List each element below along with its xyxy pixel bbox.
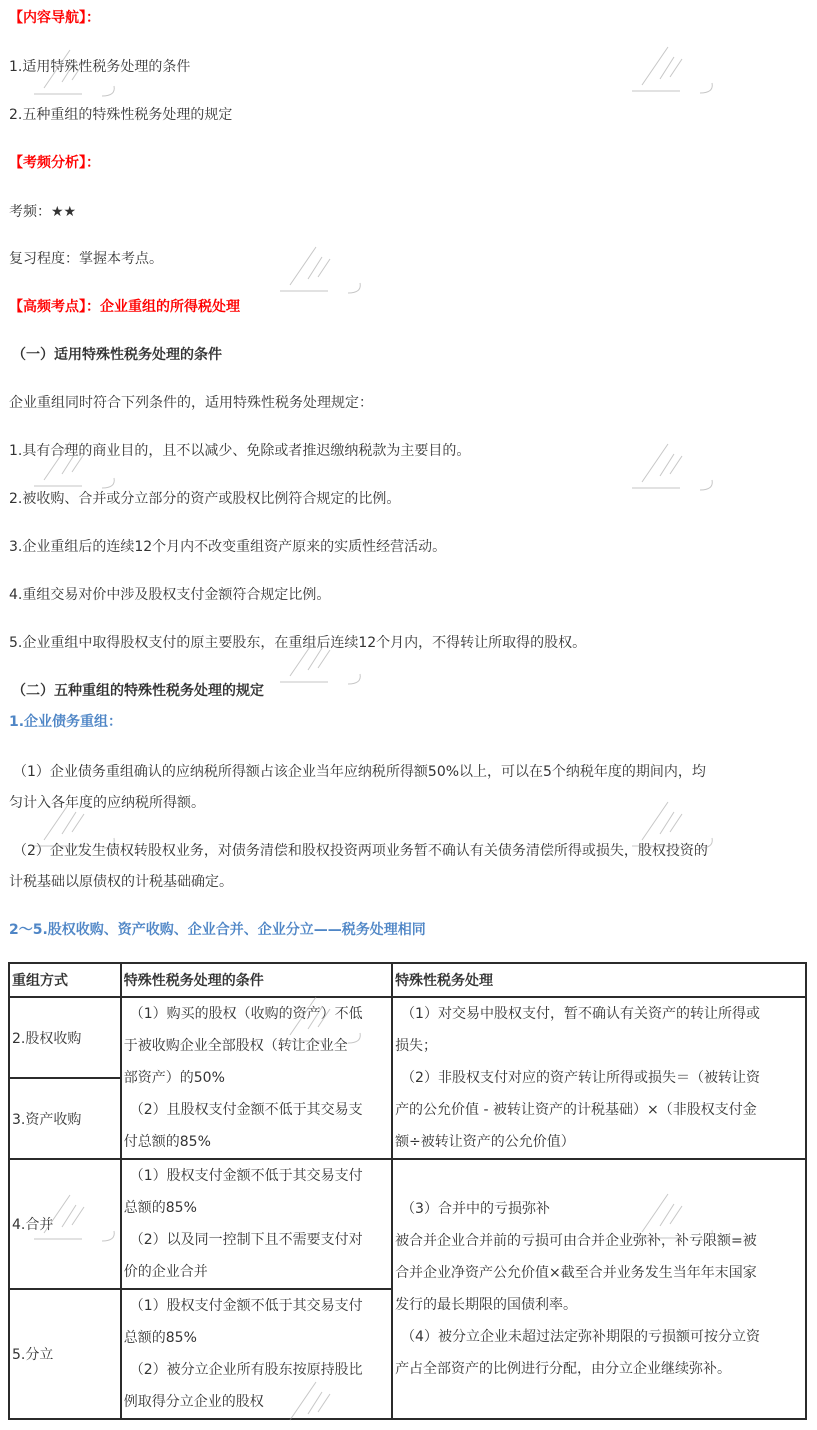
cell-line: （1）购买的股权（收购的资产）不低	[129, 1006, 363, 1022]
cell-line: （2）以及同一控制下且不需要支付对	[129, 1232, 363, 1248]
cell-line: 总额的85%	[123, 1330, 197, 1346]
debt-restructuring-title: 1.企业债务重组：	[9, 714, 123, 730]
content-nav-title: 【内容导航】：	[9, 10, 100, 26]
method-cell: 4.合并	[9, 1159, 121, 1289]
debt-item-1-line2: 匀计入各年度的应纳税所得额。	[9, 795, 205, 811]
cell-line: （2）且股权支付金额不低于其交易支	[129, 1102, 363, 1118]
cell-line: （1）股权支付金额不低于其交易支付	[129, 1298, 363, 1314]
debt-item-2	[9, 836, 809, 898]
merge-conditions-cell	[121, 1159, 392, 1289]
condition-item-1: 1.具有合理的商业目的，且不以减少、免除或者推迟缴纳税款为主要目的。	[9, 443, 471, 459]
review-level: 复习程度：掌握本考点。	[9, 251, 163, 267]
method-cell: 2.股权收购	[9, 997, 121, 1078]
cell-line: 额÷被转让资产的公允价值）	[395, 1134, 575, 1150]
debt-item-2-line1: （2）企业发生债权转股权业务，对债务清偿和股权投资两项业务暂不确认有关债务清偿所得或损失，股权投资的	[13, 843, 708, 859]
debt-item-1	[9, 757, 809, 819]
cell-line: 总额的85%	[123, 1200, 197, 1216]
cell-line: （2）被分立企业所有股东按原持股比	[129, 1362, 363, 1378]
content-nav-item-1: 1.适用特殊性税务处理的条件	[9, 59, 191, 75]
header-method: 重组方式	[9, 963, 121, 997]
cell-line: 于被收购企业全部股权（转让企业全	[123, 1038, 348, 1054]
condition-item-5: 5.企业重组中取得股权支付的原主要股东，在重组后连续12个月内，不得转让所取得的股权。	[9, 635, 587, 651]
watermark-icon	[278, 245, 368, 305]
watermark-icon	[630, 45, 720, 105]
table-row	[9, 997, 806, 1078]
cell-line: （1）股权支付金额不低于其交易支付	[129, 1168, 363, 1184]
cell-line: 损失；	[395, 1038, 438, 1054]
content-nav-item-2: 2.五种重组的特殊性税务处理的规定	[9, 107, 233, 123]
cell-line: （4）被分立企业未超过法定弥补期限的亏损额可按分立资	[401, 1329, 760, 1345]
cell-line: （1）对交易中股权支付，暂不确认有关资产的转让所得或	[401, 1006, 760, 1022]
debt-item-1-line1: （1）企业债务重组确认的应纳税所得额占该企业当年应纳税所得额50%以上，可以在5个纳税年度的期间内，均	[13, 764, 706, 780]
cell-line: 产占全部资产的比例进行分配，由分立企业继续弥补。	[395, 1361, 732, 1377]
others-restructuring-title: 2～5.股权收购、资产收购、企业合并、企业分立——税务处理相同	[9, 922, 426, 938]
condition-item-4: 4.重组交易对价中涉及股权支付金额符合规定比例。	[9, 587, 331, 603]
header-treatment: 特殊性税务处理	[392, 963, 806, 997]
frequency-analysis-title: 【考频分析】：	[9, 155, 100, 171]
method-cell: 3.资产收购	[9, 1078, 121, 1159]
cell-line: （2）非股权支付对应的资产转让所得或损失＝（被转让资	[401, 1070, 760, 1086]
section2-heading: （二）五种重组的特殊性税务处理的规定	[12, 683, 264, 699]
cell-line: 部资产）的50%	[123, 1070, 225, 1086]
acq-treatment-cell	[392, 997, 806, 1159]
cell-line: 发行的最长期限的国债利率。	[395, 1297, 578, 1313]
header-conditions: 特殊性税务处理的条件	[121, 963, 392, 997]
cell-line: （3）合并中的亏损弥补	[401, 1201, 550, 1217]
cell-line: 价的企业合并	[123, 1264, 208, 1280]
table-header-row	[9, 963, 806, 997]
section1-heading: （一）适用特殊性税务处理的条件	[12, 347, 222, 363]
cell-line: 例取得分立企业的股权	[123, 1394, 264, 1410]
condition-item-2: 2.被收购、合并或分立部分的资产或股权比例符合规定的比例。	[9, 491, 401, 507]
frequency-rating: 考频：★★	[9, 204, 77, 220]
table-row	[9, 1159, 806, 1289]
key-point-title: 【高频考点】：企业重组的所得税处理	[9, 299, 240, 315]
watermark-icon	[630, 442, 720, 502]
restructuring-table	[8, 962, 807, 1420]
split-conditions-cell	[121, 1289, 392, 1419]
cell-line: 被合并企业合并前的亏损可由合并企业弥补，补亏限额=被	[395, 1233, 757, 1249]
debt-item-2-line2: 计税基础以原债权的计税基础确定。	[9, 874, 233, 890]
method-cell: 5.分立	[9, 1289, 121, 1419]
cell-line: 合并企业净资产公允价值×截至合并业务发生当年年末国家	[395, 1265, 757, 1281]
cell-line: 产的公允价值 - 被转让资产的计税基础）×（非股权支付金	[395, 1102, 757, 1118]
merge-split-treatment-cell	[392, 1159, 806, 1419]
cell-line: 付总额的85%	[123, 1134, 211, 1150]
condition-item-3: 3.企业重组后的连续12个月内不改变重组资产原来的实质性经营活动。	[9, 539, 447, 555]
acq-conditions-cell	[121, 997, 392, 1159]
section1-intro: 企业重组同时符合下列条件的，适用特殊性税务处理规定：	[9, 395, 373, 411]
